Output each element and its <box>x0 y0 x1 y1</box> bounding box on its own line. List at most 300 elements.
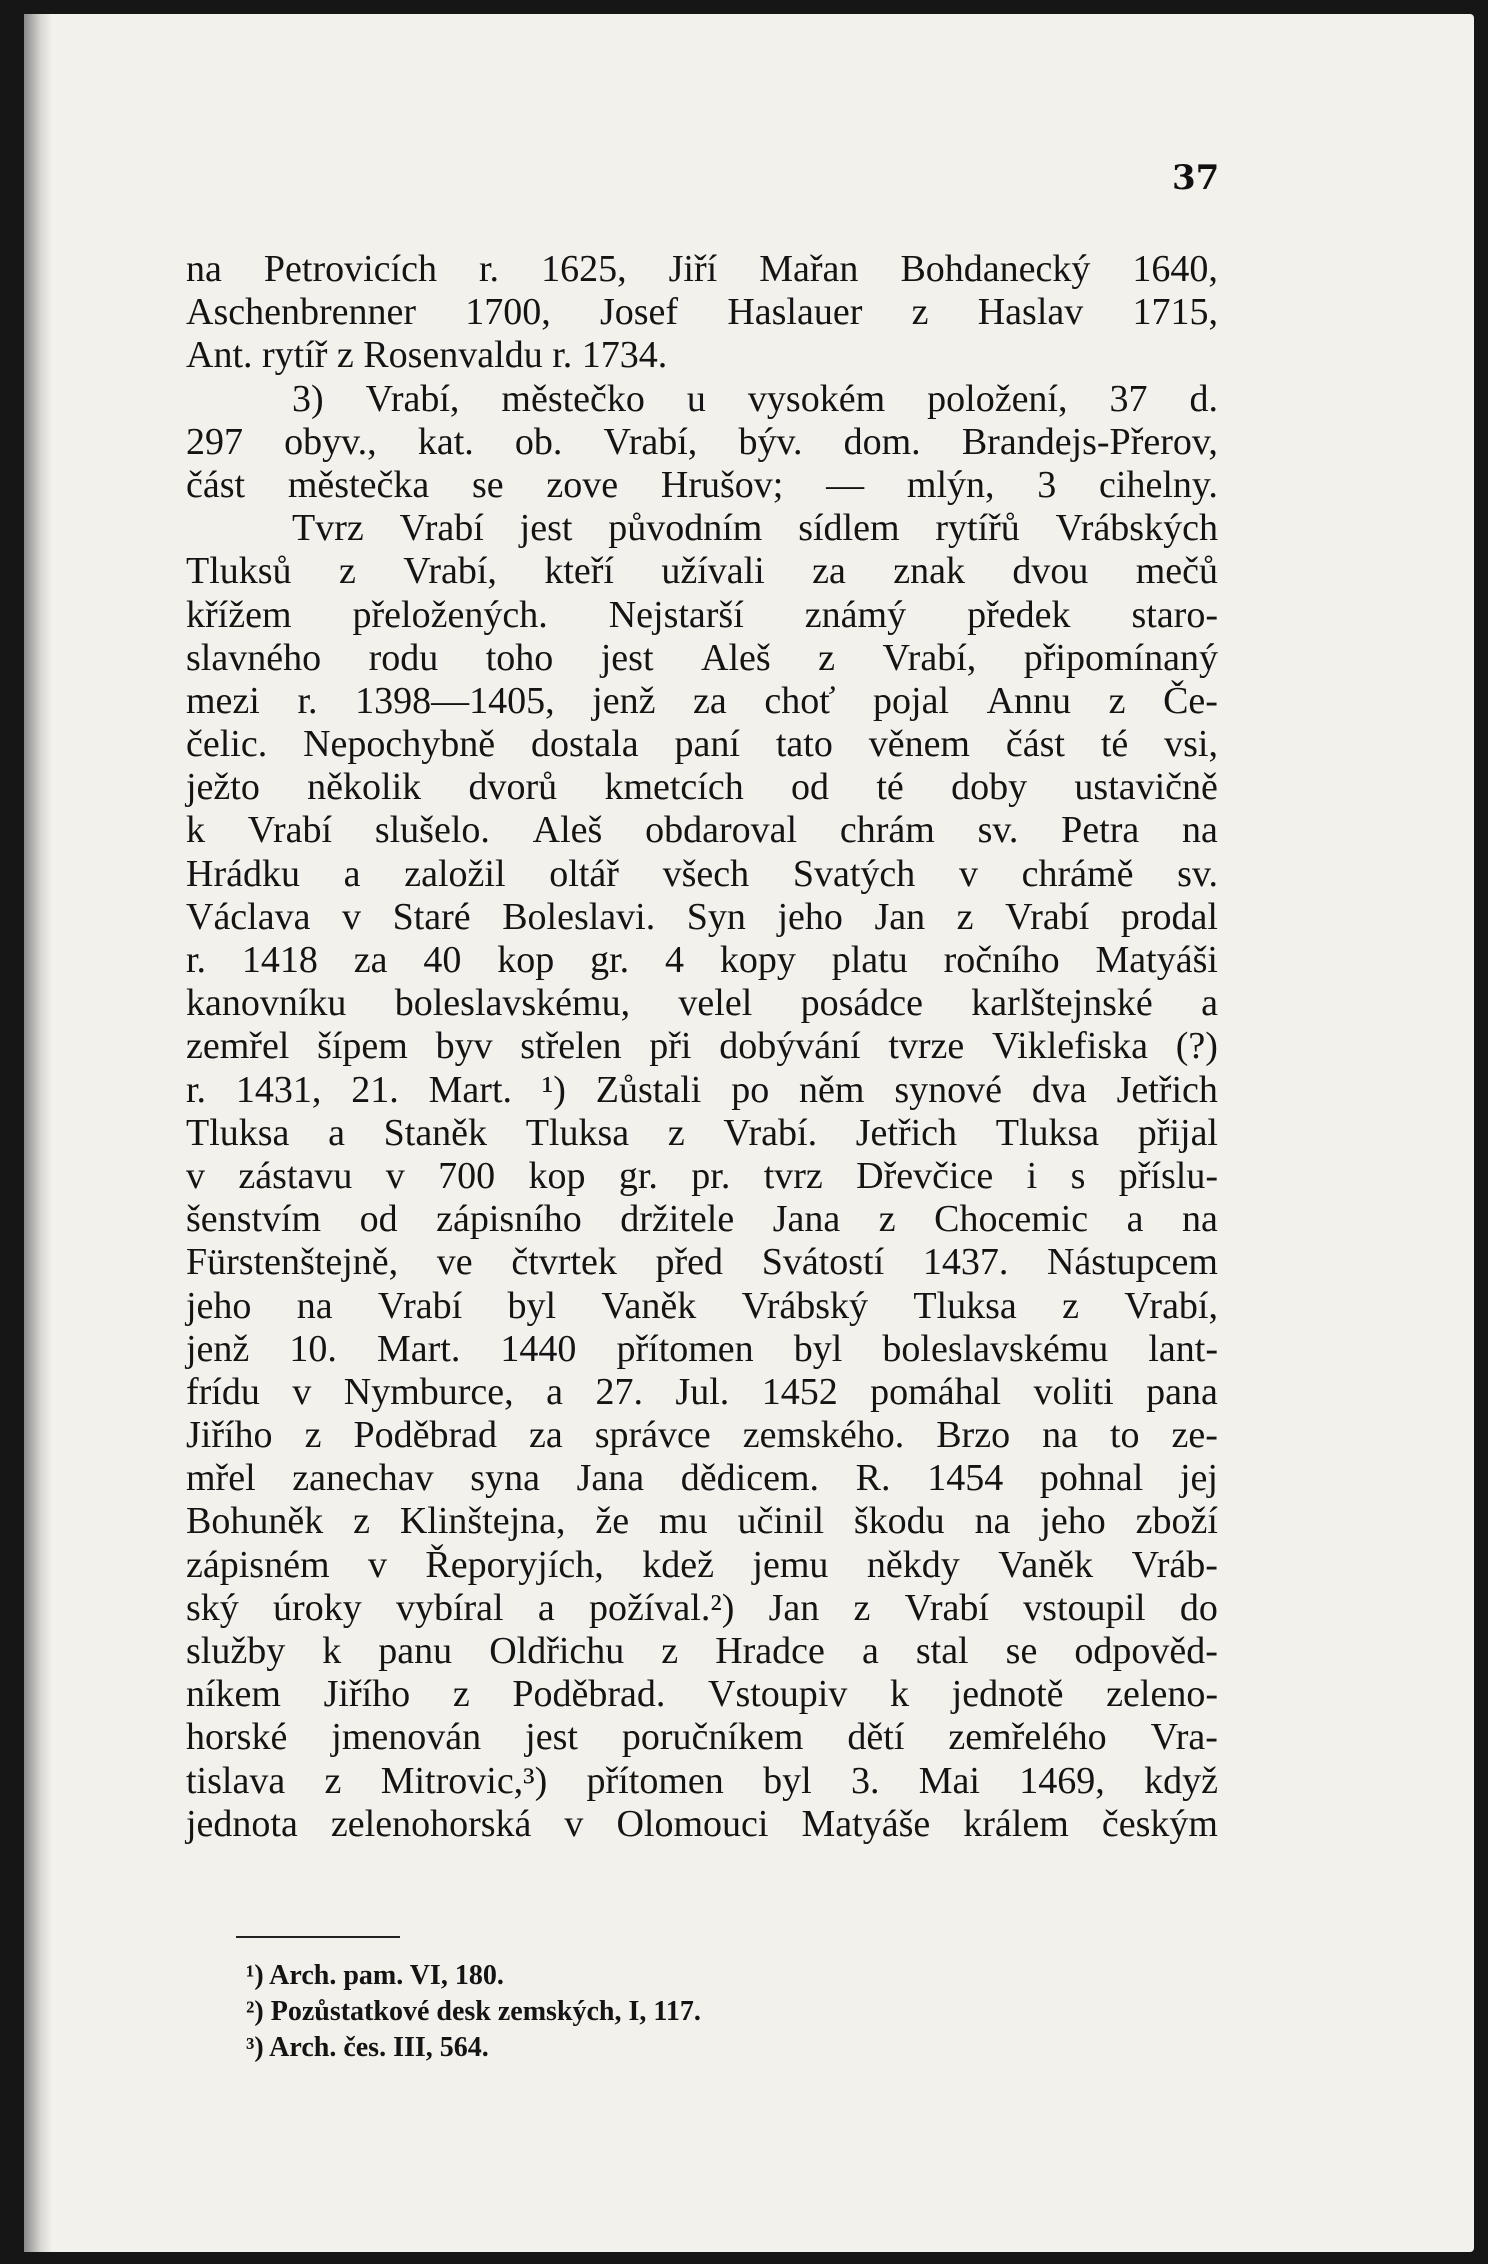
word: když <box>1144 1759 1218 1802</box>
word: ¹) <box>541 1068 566 1111</box>
word: k <box>186 809 205 852</box>
word: zemřelého <box>948 1716 1107 1759</box>
word: zemského. <box>742 1414 905 1457</box>
word: z <box>304 1414 322 1457</box>
text-line <box>186 853 1218 896</box>
word: Oldřichu <box>489 1630 625 1672</box>
word: 1440 <box>500 1327 577 1370</box>
word: pojal <box>873 679 950 722</box>
word: sídlem <box>798 507 900 550</box>
word: Václava <box>186 895 311 938</box>
word: učinil <box>737 1500 825 1543</box>
word: Jan <box>874 895 926 938</box>
word: býv. <box>738 420 803 463</box>
word: Tluksa <box>995 1111 1100 1154</box>
word: Haslav <box>977 291 1084 334</box>
word: za <box>812 550 846 593</box>
word: choť <box>764 679 836 722</box>
word: že <box>595 1500 630 1543</box>
word: a <box>1201 982 1218 1025</box>
word: šenstvím <box>186 1198 322 1241</box>
word: stal <box>915 1630 969 1672</box>
word: dědicem. <box>680 1457 820 1500</box>
word: v <box>292 1370 312 1413</box>
word: Jul. <box>675 1370 730 1413</box>
word: 4 <box>665 939 685 981</box>
word: připomínaný <box>1023 636 1218 679</box>
word: užívali <box>661 550 765 593</box>
word: na <box>974 1500 1011 1543</box>
word: velel <box>678 982 753 1025</box>
word: Jana <box>576 1457 645 1500</box>
word: paní <box>674 723 740 766</box>
text-line <box>186 1673 1218 1716</box>
word: ustavičně <box>1074 766 1218 809</box>
word: 1640, <box>1132 248 1218 290</box>
text-line <box>186 291 1218 334</box>
word: jeho <box>1040 1500 1106 1543</box>
word: posádce <box>800 982 923 1025</box>
word: byl <box>763 1759 812 1802</box>
word: kop <box>497 939 555 981</box>
word: ob. <box>514 420 563 463</box>
word: 3) <box>292 377 324 420</box>
word: u <box>686 377 706 420</box>
word: 1398—1405, <box>355 679 555 722</box>
text-line <box>186 1803 1218 1846</box>
word: prodal <box>1120 895 1218 938</box>
word: Petra <box>1061 809 1140 852</box>
word: 27. <box>595 1370 643 1413</box>
word: Petrovicích <box>263 248 437 290</box>
word: dostala <box>531 723 639 766</box>
word: se <box>471 463 504 506</box>
word: Tluksa <box>913 1284 1017 1327</box>
word: Vrabí, <box>603 420 698 463</box>
word: voliti <box>1033 1370 1114 1413</box>
word: křížem <box>186 593 292 636</box>
text-line <box>186 723 1218 766</box>
word: Tvrz <box>292 507 364 550</box>
word: vysokém <box>747 377 886 420</box>
word: 10. <box>289 1327 337 1370</box>
word: na <box>1042 1414 1078 1457</box>
text-line <box>186 809 1218 852</box>
word: do <box>1179 1586 1218 1629</box>
word: v <box>958 852 978 895</box>
word: 1469, <box>1019 1759 1105 1802</box>
word: tislava <box>186 1759 286 1802</box>
word: Vrabí, <box>403 550 497 593</box>
word: z <box>956 895 974 938</box>
text-line <box>186 1025 1218 1068</box>
word: Nejstarší <box>608 593 744 636</box>
word: Bohdanecký <box>900 248 1091 290</box>
word: Aleš <box>532 809 603 852</box>
word: byl <box>793 1327 843 1370</box>
word: při <box>649 1025 692 1068</box>
word: zástavu <box>238 1154 353 1197</box>
word: v <box>564 1802 584 1845</box>
text-line <box>186 1112 1218 1155</box>
word: škodu <box>853 1500 945 1543</box>
word: Aschenbrenner <box>186 291 417 334</box>
word: odpověd- <box>1074 1630 1218 1672</box>
word: boleslavskému <box>882 1327 1109 1370</box>
word: Zůstali <box>595 1068 702 1111</box>
word: městečka <box>287 463 430 506</box>
word: z <box>661 1630 679 1672</box>
word: čelic. <box>186 723 268 766</box>
word: Vra- <box>1150 1716 1218 1759</box>
text-line <box>186 1371 1218 1414</box>
word: založil <box>404 852 506 895</box>
word: přijal <box>1137 1111 1218 1154</box>
word: zápisního <box>436 1198 582 1241</box>
text-line <box>186 1285 1218 1328</box>
word: zanechav <box>292 1457 434 1500</box>
word: dětí <box>847 1716 905 1759</box>
text-line <box>186 1457 1218 1500</box>
word: pr. <box>691 1154 731 1197</box>
word: známý <box>804 593 907 636</box>
word: sv. <box>977 809 1019 852</box>
word: Vráb- <box>1131 1543 1218 1586</box>
text-line <box>186 766 1218 809</box>
word: Syn <box>686 895 746 938</box>
word: cihelny. <box>1099 463 1218 506</box>
word: část <box>186 463 246 506</box>
word: pohnal <box>1039 1457 1144 1500</box>
word: r. <box>186 939 207 981</box>
word: Nástupcem <box>1046 1241 1218 1284</box>
word: vsi, <box>1164 723 1218 766</box>
word: 1715, <box>1132 291 1218 334</box>
word: Mitrovic,³) <box>380 1759 548 1802</box>
word: kanovníku <box>186 982 347 1025</box>
word: střelen <box>520 1025 622 1068</box>
word: Josef <box>599 291 679 334</box>
body-text <box>186 248 1218 1846</box>
word: (?) <box>1175 1025 1218 1068</box>
text-line <box>186 248 1218 291</box>
word: z <box>1062 1284 1079 1327</box>
footnotes <box>246 1958 701 2066</box>
word: Matyáše <box>801 1802 931 1845</box>
word: na <box>296 1284 333 1327</box>
word: Vrabí, <box>1124 1284 1218 1327</box>
word: z <box>452 1673 470 1716</box>
word: Vrabí. <box>723 1111 818 1154</box>
word: z <box>324 1759 342 1802</box>
word: zemřel <box>186 1025 290 1068</box>
word: na <box>186 248 222 290</box>
word: horské <box>186 1716 288 1759</box>
word: na <box>1182 1198 1218 1241</box>
word: poručníkem <box>621 1716 804 1759</box>
word: a <box>328 1111 345 1154</box>
word: Boleslavi. <box>502 895 656 938</box>
word: předek <box>967 593 1071 636</box>
word: za <box>353 939 388 981</box>
text-line <box>186 1544 1218 1587</box>
word: Nymburce, <box>343 1370 514 1413</box>
word: kat. <box>417 420 474 463</box>
word: rodu <box>368 636 439 679</box>
word: staro- <box>1131 593 1218 636</box>
word: mezi <box>186 679 260 722</box>
word: níkem <box>186 1673 281 1716</box>
page-binding-edge <box>24 14 52 2252</box>
word: r. <box>479 248 500 290</box>
footnote: ¹) Arch. pam. VI, 180. <box>246 1960 504 1991</box>
word: Poděbrad. <box>512 1673 666 1716</box>
word: dvou <box>1012 550 1089 593</box>
word: Tluksa <box>186 1111 290 1154</box>
word: Vrabí <box>377 1284 463 1327</box>
word: dvorů <box>468 766 558 809</box>
word: Haslauer <box>727 291 863 334</box>
word: mečů <box>1135 550 1218 593</box>
word: v <box>186 1154 205 1197</box>
text-line <box>186 464 1218 507</box>
text-line <box>186 982 1218 1025</box>
word: Hrádku <box>186 852 300 895</box>
word: zboží <box>1135 1500 1218 1543</box>
text-line <box>186 1328 1218 1371</box>
word: v <box>367 1543 387 1586</box>
word: slušelo. <box>374 809 490 852</box>
word: příslu- <box>1118 1154 1218 1197</box>
word: králem <box>963 1802 1069 1845</box>
word: sv. <box>1177 852 1218 895</box>
word: ježto <box>186 766 260 809</box>
word: jemu <box>752 1543 829 1586</box>
word: 1418 <box>241 939 318 981</box>
word: se <box>1005 1630 1038 1672</box>
word: 3 <box>1037 463 1057 506</box>
text-line <box>186 421 1218 464</box>
word: s <box>1070 1154 1086 1197</box>
word: Jiřího <box>186 1414 273 1457</box>
word: před <box>655 1241 724 1284</box>
word: obyv., <box>284 420 377 463</box>
word: Klinštejna, <box>399 1500 566 1543</box>
word: na <box>1182 809 1218 852</box>
word: Vrábský <box>741 1284 869 1327</box>
word: jej <box>1179 1457 1218 1500</box>
word: z <box>878 1198 896 1241</box>
word: syna <box>470 1457 540 1500</box>
word: a <box>343 852 361 895</box>
word: z <box>338 550 356 593</box>
word: dobývání <box>719 1025 861 1068</box>
word: a <box>861 1630 879 1672</box>
word: vybíral <box>395 1586 504 1629</box>
word: Jetřich <box>1116 1068 1218 1111</box>
word: Tluksa <box>525 1111 630 1154</box>
text-line <box>186 1155 1218 1198</box>
text-line <box>186 1069 1218 1112</box>
word: Vstoupiv <box>708 1673 848 1716</box>
word: položení, <box>927 377 1068 420</box>
word: jenž <box>592 679 656 722</box>
word: Jiří <box>668 248 718 290</box>
word: té <box>876 766 904 809</box>
text-line <box>186 550 1218 593</box>
word: za <box>693 679 727 722</box>
word: i <box>1026 1154 1038 1197</box>
word: rytířů <box>935 507 1020 550</box>
word: dom. <box>843 420 921 463</box>
word: šípem <box>317 1025 408 1068</box>
word: jmenován <box>331 1716 482 1759</box>
word: mu <box>659 1500 708 1543</box>
word: ve <box>436 1241 473 1284</box>
word: jednota <box>186 1802 298 1845</box>
word: zove <box>546 463 619 506</box>
word: českým <box>1101 1802 1218 1845</box>
word: Hradce <box>715 1630 825 1672</box>
word: věnem <box>868 723 970 766</box>
word: zeleno- <box>1106 1673 1218 1716</box>
word: přítomen <box>616 1327 754 1370</box>
word: té <box>1100 723 1129 766</box>
word: Poděbrad <box>353 1414 497 1457</box>
text-line: Ant. rytíř z Rosenvaldu r. 1734. <box>186 334 668 377</box>
word: gr. <box>618 1154 658 1197</box>
word: od <box>359 1198 398 1241</box>
word: držitele <box>620 1198 735 1241</box>
word: Jan <box>768 1586 820 1629</box>
word: a <box>537 1586 555 1629</box>
word: Bohuněk <box>186 1500 324 1543</box>
word: v <box>385 1154 405 1197</box>
word: 1454 <box>927 1457 1004 1500</box>
word: a <box>546 1370 563 1413</box>
word: vstoupil <box>1023 1586 1146 1629</box>
word: 40 <box>423 939 462 981</box>
word: karlštejnské <box>971 982 1153 1025</box>
footnote: ³) Arch. čes. III, 564. <box>246 2032 489 2063</box>
word: gr. <box>590 939 630 981</box>
word: kopy <box>719 939 796 981</box>
word: frídu <box>186 1370 260 1413</box>
text-line <box>186 1500 1218 1543</box>
word: k <box>890 1673 910 1716</box>
word: r. <box>297 679 318 722</box>
word: pomáhal <box>870 1370 1002 1413</box>
word: Fürstenštejně, <box>186 1241 399 1284</box>
word: tvrze <box>888 1025 965 1068</box>
word: Aleš <box>701 636 771 679</box>
word: k <box>322 1630 342 1672</box>
word: požíval.²) <box>588 1586 735 1629</box>
text-line <box>186 896 1218 939</box>
word: Vaněk <box>998 1543 1094 1586</box>
word: Brzo <box>936 1414 1011 1457</box>
word: 297 <box>186 420 243 463</box>
word: panu <box>378 1630 453 1672</box>
word: Vaněk <box>601 1284 697 1327</box>
word: 1437. <box>922 1241 1009 1284</box>
word: Řeporyjích, <box>425 1543 604 1586</box>
word: z <box>818 636 836 679</box>
word: přeložených. <box>352 593 548 636</box>
word: 1452 <box>761 1370 838 1413</box>
word: za <box>528 1414 563 1457</box>
word: 1625, <box>541 248 627 290</box>
word: doby <box>951 766 1028 809</box>
word: Brandejs-Přerov, <box>961 420 1218 463</box>
word: Vrabí <box>247 809 333 852</box>
word: část <box>1005 723 1065 766</box>
word: jeho <box>186 1284 252 1327</box>
text-line <box>186 939 1218 982</box>
text-line <box>186 1630 1218 1673</box>
word: byl <box>507 1284 557 1327</box>
word: platu <box>831 939 908 981</box>
word: tvrz <box>763 1154 823 1197</box>
word: Tluksů <box>186 550 292 593</box>
word: zápisném <box>186 1543 330 1586</box>
word: jeho <box>777 895 843 938</box>
text-line <box>186 680 1218 723</box>
word: a <box>1126 1198 1144 1241</box>
word: chrám <box>839 809 935 852</box>
word: Mart. <box>428 1068 513 1111</box>
word: mřel <box>186 1457 256 1500</box>
word: 3. <box>850 1759 880 1802</box>
word: Staré <box>392 895 471 938</box>
text-line <box>186 1241 1218 1284</box>
word: lant- <box>1148 1327 1218 1370</box>
word: Svatých <box>792 852 916 895</box>
text-line <box>186 1716 1218 1759</box>
word: z <box>911 291 929 334</box>
text-line <box>186 594 1218 637</box>
word: Jiřího <box>323 1673 411 1716</box>
word: přítomen <box>586 1759 724 1802</box>
word: 37 <box>1109 377 1148 420</box>
word: — <box>826 463 865 506</box>
word: Vrabí <box>904 1586 989 1629</box>
word: z <box>853 1586 871 1629</box>
word: obdaroval <box>645 809 798 852</box>
word: tato <box>775 723 833 766</box>
word: Mařan <box>759 248 859 290</box>
word: synové <box>894 1068 1002 1111</box>
word: z <box>667 1111 685 1154</box>
word: 1700, <box>465 291 551 334</box>
word: Svátostí <box>761 1241 885 1284</box>
word: toho <box>485 636 554 679</box>
word: ský <box>186 1586 239 1629</box>
word: jest <box>519 507 573 550</box>
word: kdež <box>642 1543 714 1586</box>
page-number: 37 <box>1172 158 1220 198</box>
word: Olomouci <box>616 1802 769 1845</box>
word: někdy <box>866 1543 960 1586</box>
word: 1431, <box>235 1068 322 1111</box>
word: to <box>1109 1414 1140 1457</box>
word: Vrabí, <box>882 636 977 679</box>
word: byv <box>435 1025 493 1068</box>
word: Dřevčice <box>856 1154 994 1197</box>
word: 21. <box>351 1068 399 1111</box>
word: Annu <box>986 679 1072 722</box>
text-line <box>186 1760 1218 1803</box>
